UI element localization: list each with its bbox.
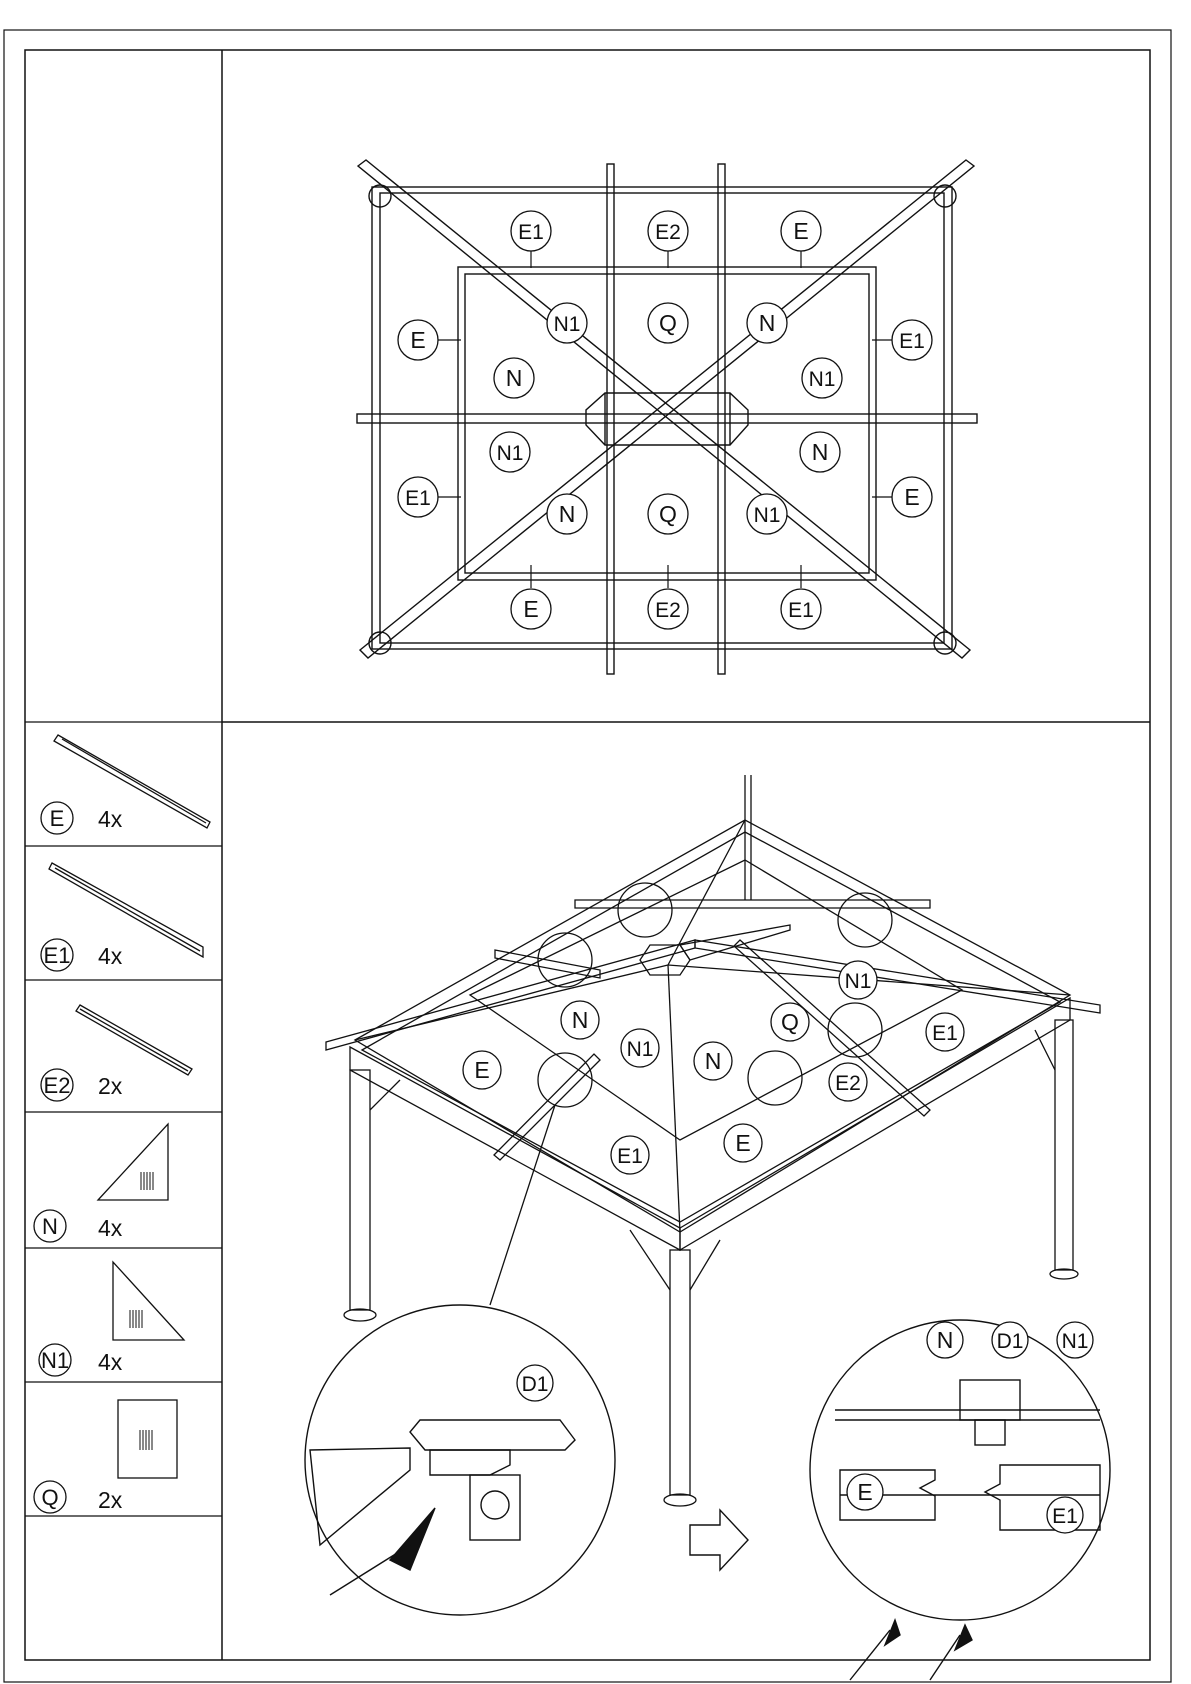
- callout-q: [771, 1003, 809, 1041]
- part-qty-N1: 4x: [98, 1349, 123, 1375]
- part-qty-N: 4x: [98, 1215, 123, 1241]
- callout-e1: [926, 1013, 964, 1051]
- callout-n1: [547, 303, 587, 343]
- part-E2-drawing: [76, 1005, 192, 1075]
- detail-right-callouts: [847, 1322, 1093, 1533]
- callout-label: Q: [659, 501, 677, 527]
- callout-e: [398, 320, 438, 360]
- callout-label: N: [936, 1327, 954, 1353]
- callout-label: E1: [899, 330, 925, 353]
- callout-label: E: [410, 327, 426, 353]
- callout-label: E1: [617, 1145, 643, 1168]
- callout-e: [463, 1051, 501, 1089]
- callout-e: [724, 1124, 762, 1162]
- callout-label: E1: [518, 221, 544, 244]
- callout-n: [494, 358, 534, 398]
- callout-label: Q: [781, 1009, 799, 1035]
- callout-e2: [829, 1063, 867, 1101]
- part-N1-drawing: [113, 1262, 184, 1340]
- callout-label: N: [571, 1007, 589, 1033]
- callout-label: D1: [996, 1330, 1024, 1353]
- callout-label: N: [704, 1048, 722, 1074]
- part-code-E2: E2: [43, 1073, 71, 1098]
- callout-label: N1: [808, 368, 836, 391]
- callout-label: N1: [1061, 1330, 1089, 1353]
- top-view-leaders: [433, 245, 892, 588]
- part-code-N1: N1: [40, 1348, 70, 1373]
- iso-gazebo-drawing: [326, 775, 1100, 1506]
- detail-left-callouts: [517, 1365, 553, 1401]
- callout-q: [648, 303, 688, 343]
- callout-label: N: [558, 501, 576, 527]
- callout-e1: [511, 211, 551, 251]
- part-code-N: N: [42, 1214, 58, 1239]
- iso-view-callouts: [463, 961, 964, 1174]
- callout-label: N1: [496, 442, 524, 465]
- callout-n: [800, 432, 840, 472]
- callout-label: E: [735, 1130, 751, 1156]
- callout-n1: [839, 961, 877, 999]
- callout-e1: [1047, 1497, 1083, 1533]
- callout-n: [927, 1322, 963, 1358]
- callout-e1: [398, 477, 438, 517]
- part-Q-drawing: [118, 1400, 177, 1478]
- callout-label: N: [811, 439, 829, 465]
- callout-d1: [517, 1365, 553, 1401]
- callout-n1: [621, 1029, 659, 1067]
- callout-e1: [611, 1136, 649, 1174]
- part-code-E: E: [49, 806, 65, 831]
- callout-label: E1: [932, 1022, 958, 1045]
- parts-list-separators: [25, 722, 222, 1516]
- callout-e2: [648, 589, 688, 629]
- callout-e: [781, 211, 821, 251]
- callout-n1: [802, 358, 842, 398]
- part-qty-E: 4x: [98, 806, 123, 832]
- callout-label: E2: [655, 221, 681, 244]
- callout-e: [511, 589, 551, 629]
- callout-n: [747, 303, 787, 343]
- callout-label: N: [758, 310, 776, 336]
- part-code-E1: E1: [43, 943, 71, 968]
- callout-label: E: [474, 1057, 490, 1083]
- part-E1-drawing: [49, 863, 203, 957]
- callout-n: [694, 1042, 732, 1080]
- callout-label: Q: [659, 310, 677, 336]
- callout-label: E: [904, 484, 920, 510]
- detail-left-drawing: [305, 1305, 615, 1615]
- callout-label: E1: [1052, 1505, 1078, 1528]
- callout-label: E2: [655, 599, 681, 622]
- callout-n: [561, 1001, 599, 1039]
- parts-list: [34, 802, 73, 1513]
- arrow-right-icon: [690, 1510, 748, 1570]
- callout-label: D1: [521, 1373, 549, 1396]
- callout-e: [847, 1474, 883, 1510]
- callout-label: E2: [835, 1072, 861, 1095]
- callout-q: [648, 494, 688, 534]
- callout-e: [892, 477, 932, 517]
- part-code-Q: Q: [41, 1485, 59, 1510]
- callout-label: E: [857, 1479, 873, 1505]
- callout-label: E: [523, 596, 539, 622]
- outer-frame: [4, 30, 1171, 1682]
- callout-n1: [490, 432, 530, 472]
- part-qty-E2: 2x: [98, 1073, 123, 1099]
- callout-label: E1: [405, 487, 431, 510]
- callout-e1: [892, 320, 932, 360]
- callout-label: E1: [788, 599, 814, 622]
- part-qty-E1: 4x: [98, 943, 123, 969]
- inner-frame: [25, 50, 1150, 1660]
- part-qty-Q: 2x: [98, 1487, 123, 1513]
- callout-label: N: [505, 365, 523, 391]
- callout-e1: [781, 589, 821, 629]
- callout-label: E: [793, 218, 809, 244]
- callout-n1: [747, 494, 787, 534]
- callout-label: N1: [553, 313, 581, 336]
- callout-label: N1: [753, 504, 781, 527]
- callout-label: N1: [844, 970, 872, 993]
- callout-n: [547, 494, 587, 534]
- part-N-drawing: [98, 1124, 168, 1200]
- part-E-drawing: [54, 735, 210, 828]
- callout-label: N1: [626, 1038, 654, 1061]
- callout-n1: [1057, 1322, 1093, 1358]
- callout-d1: [992, 1322, 1028, 1358]
- callout-e2: [648, 211, 688, 251]
